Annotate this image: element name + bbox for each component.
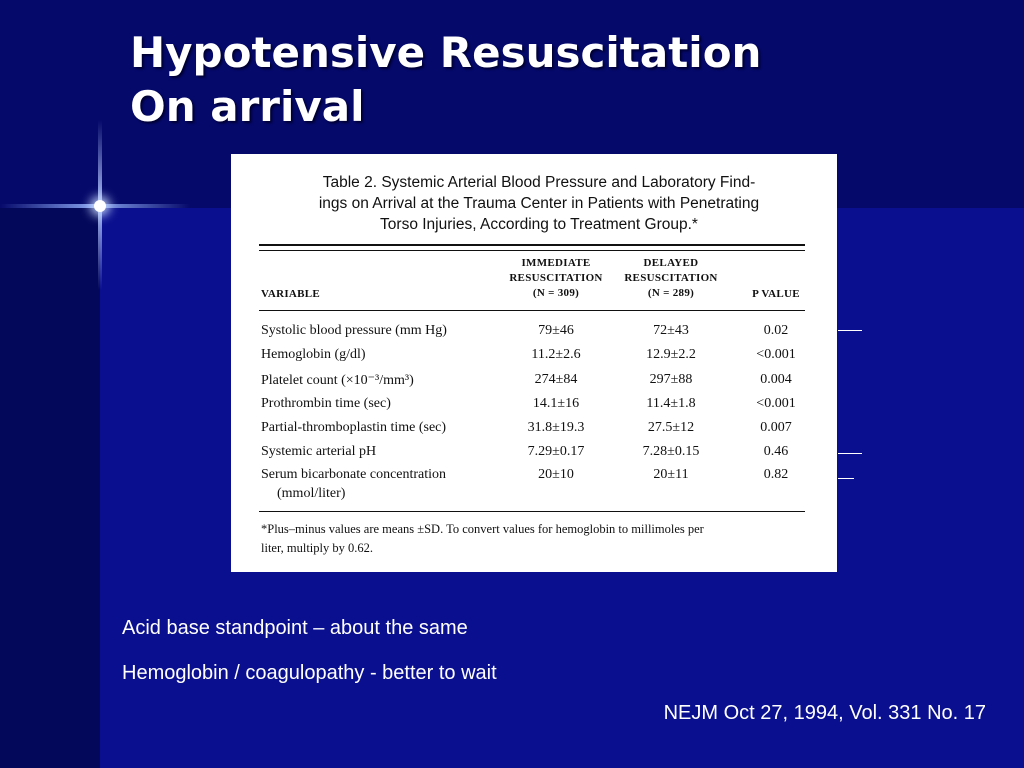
cell-delayed: 27.5±12 — [647, 420, 695, 435]
sparkle-star-icon — [94, 200, 106, 212]
cell-pvalue: 0.007 — [760, 420, 792, 435]
title-line-2: On arrival — [130, 82, 365, 131]
title-line-1: Hypotensive Resuscitation — [130, 28, 762, 77]
header-pvalue: P VALUE — [752, 288, 800, 300]
row-label: Systemic arterial pH — [261, 444, 377, 459]
cell-immediate: 274±84 — [534, 372, 578, 387]
highlight-tick-ph — [838, 453, 862, 454]
table-header-rule — [259, 310, 805, 311]
cell-pvalue: 0.46 — [763, 444, 789, 459]
citation: NEJM Oct 27, 1994, Vol. 331 No. 17 — [663, 702, 986, 724]
table-footnote — [261, 520, 811, 558]
header-delayed — [616, 256, 726, 301]
highlight-tick-bicarbonate — [838, 478, 854, 479]
row-label-continued: (mmol/liter) — [277, 486, 346, 501]
header-immediate-line: RESUSCITATION — [509, 272, 603, 284]
caption-line: Table 2. Systemic Arterial Blood Pressure and Laboratory Find- — [322, 174, 756, 191]
cell-delayed: 12.9±2.2 — [646, 347, 696, 362]
header-immediate-line: IMMEDIATE — [521, 257, 591, 269]
header-immediate-line: (N = 309) — [532, 287, 580, 299]
cell-immediate: 7.29±0.17 — [527, 444, 585, 459]
cell-pvalue: <0.001 — [756, 396, 796, 411]
table-caption — [259, 172, 819, 235]
table-bottom-rule — [259, 511, 805, 512]
footnote-line: liter, multiply by 0.62. — [261, 541, 373, 555]
row-label: Prothrombin time (sec) — [261, 396, 391, 411]
cell-delayed: 297±88 — [649, 372, 693, 387]
row-label: Serum bicarbonate concentration — [261, 467, 447, 482]
header-variable: VARIABLE — [261, 288, 321, 300]
row-label: Platelet count (×10⁻³/mm³) — [261, 373, 414, 388]
highlight-tick-systolic — [838, 330, 862, 331]
cell-delayed: 11.4±1.8 — [646, 396, 696, 411]
cell-delayed: 72±43 — [653, 323, 689, 338]
header-delayed-line: (N = 289) — [647, 287, 695, 299]
study-table-image — [231, 154, 837, 572]
cell-pvalue: 0.82 — [763, 467, 789, 482]
table-top-rule — [259, 244, 805, 251]
note-acid-base: Acid base standpoint – about the same — [122, 617, 468, 639]
cell-delayed: 7.28±0.15 — [642, 444, 700, 459]
cell-pvalue: 0.004 — [760, 372, 792, 387]
row-label: Partial-thromboplastin time (sec) — [261, 420, 447, 435]
slide-title — [130, 26, 761, 134]
cell-immediate: 14.1±16 — [532, 396, 580, 411]
note-hemoglobin: Hemoglobin / coagulopathy - better to wait — [122, 662, 497, 684]
caption-line: Torso Injuries, According to Treatment Group.* — [380, 216, 698, 233]
header-immediate — [501, 256, 611, 301]
header-delayed-line: DELAYED — [643, 257, 699, 269]
cell-delayed: 20±11 — [653, 467, 689, 482]
cell-immediate: 20±10 — [538, 467, 574, 482]
caption-line: ings on Arrival at the Trauma Center in Patients with Penetrating — [318, 195, 760, 212]
row-label: Systolic blood pressure (mm Hg) — [261, 323, 447, 338]
cell-pvalue: <0.001 — [756, 347, 796, 362]
footnote-line: *Plus–minus values are means ±SD. To convert values for hemoglobin to millimoles per — [261, 522, 704, 536]
cell-immediate: 31.8±19.3 — [527, 420, 585, 435]
cell-immediate: 79±46 — [538, 323, 574, 338]
cell-pvalue: 0.02 — [763, 323, 789, 338]
row-label: Hemoglobin (g/dl) — [261, 347, 366, 362]
header-delayed-line: RESUSCITATION — [624, 272, 718, 284]
cell-immediate: 11.2±2.6 — [531, 347, 581, 362]
